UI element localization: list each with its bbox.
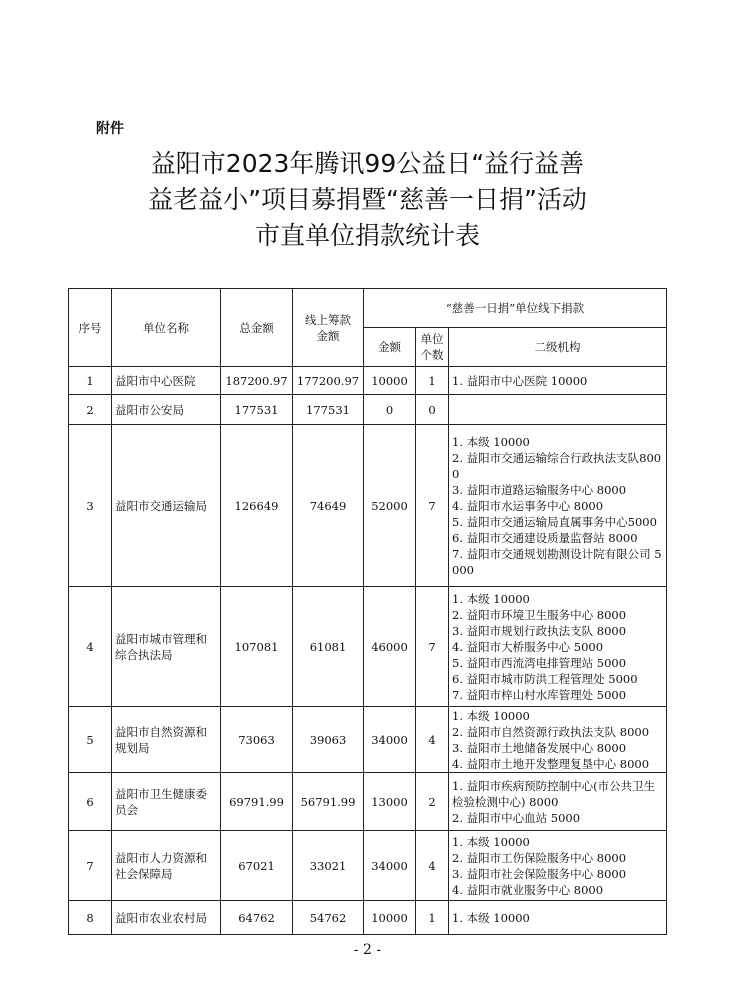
row-total: 177531: [221, 395, 293, 425]
table-row: [69, 831, 667, 901]
row-sub-orgs: [449, 901, 667, 935]
row-unit-name: 益阳市人力资源和社会保障局: [112, 831, 221, 901]
row-online: 39063: [293, 707, 364, 773]
row-offline-amount: 46000: [364, 587, 416, 707]
table-row: [69, 901, 667, 935]
attachment-label: 附件: [96, 121, 124, 137]
sub-org-item: 2. 益阳市工伤保险服务中心 8000: [452, 850, 627, 865]
sub-org-item: 1. 本级 10000: [452, 834, 530, 849]
row-seq: 3: [69, 425, 112, 587]
row-online: 74649: [293, 425, 364, 587]
sub-org-item: 4. 益阳市土地开发整理复垦中心 8000: [452, 756, 650, 771]
sub-org-item: 4. 益阳市水运事务中心 8000: [452, 498, 604, 513]
row-sub-orgs: [449, 587, 667, 707]
sub-org-item: 3. 益阳市道路运输服务中心 8000: [452, 482, 627, 497]
page-title: [0, 146, 735, 254]
header-offline-group: “慈善一日捐”单位线下捐款: [364, 289, 667, 328]
table-row: [69, 395, 667, 425]
header-amount: 金额: [364, 328, 416, 367]
row-sub-orgs: [449, 367, 667, 395]
sub-org-item: 2. 益阳市交通运输综合行政执法支队8000: [452, 450, 662, 481]
sub-org-item: 1. 本级 10000: [452, 434, 530, 449]
row-total: 69791.99: [221, 773, 293, 831]
row-seq: 1: [69, 367, 112, 395]
row-sub-orgs: [449, 831, 667, 901]
sub-org-item: 1. 本级 10000: [452, 708, 530, 723]
row-offline-amount: 13000: [364, 773, 416, 831]
header-count-line1: 单位: [420, 332, 444, 346]
title-line-1: 益阳市2023年腾讯99公益日“益行益善: [150, 149, 585, 178]
page-number: - 2 -: [353, 942, 382, 958]
row-unit-count: 1: [416, 367, 449, 395]
row-online: 33021: [293, 831, 364, 901]
row-online: 177200.97: [293, 367, 364, 395]
row-online: 54762: [293, 901, 364, 935]
row-unit-count: 4: [416, 707, 449, 773]
row-seq: 2: [69, 395, 112, 425]
row-unit-name: 益阳市城市管理和综合执法局: [112, 587, 221, 707]
sub-org-item: 7. 益阳市交通规划勘测设计院有限公司 5000: [452, 546, 662, 577]
title-line-3: 市直单位捐款统计表: [254, 221, 480, 250]
header-total: 总金额: [221, 289, 293, 367]
table-header-row: [69, 289, 667, 328]
row-unit-count: 0: [416, 395, 449, 425]
title-line-2: 益老益小”项目募捐暨“慈善一日捐”活动: [148, 185, 587, 214]
row-unit-count: 7: [416, 587, 449, 707]
row-online: 61081: [293, 587, 364, 707]
sub-org-item: 3. 益阳市社会保险服务中心 8000: [452, 866, 627, 881]
sub-org-item: 5. 益阳市交通运输局直属事务中心5000: [452, 514, 657, 529]
sub-org-item: 6. 益阳市城市防洪工程管理处 5000: [452, 671, 638, 686]
row-total: 73063: [221, 707, 293, 773]
row-unit-count: 7: [416, 425, 449, 587]
sub-org-item: 3. 益阳市规划行政执法支队 8000: [452, 623, 627, 638]
row-offline-amount: 34000: [364, 831, 416, 901]
row-total: 187200.97: [221, 367, 293, 395]
row-unit-name: 益阳市自然资源和规划局: [112, 707, 221, 773]
row-unit-count: 4: [416, 831, 449, 901]
header-count-line2: 个数: [420, 348, 444, 362]
row-total: 64762: [221, 901, 293, 935]
sub-org-item: 6. 益阳市交通建设质量监督站 8000: [452, 530, 638, 545]
table-row: [69, 367, 667, 395]
sub-org-item: 3. 益阳市土地储备发展中心 8000: [452, 740, 627, 755]
row-offline-amount: 52000: [364, 425, 416, 587]
row-seq: 8: [69, 901, 112, 935]
row-total: 107081: [221, 587, 293, 707]
row-sub-orgs: [449, 707, 667, 773]
row-unit-name: 益阳市公安局: [112, 395, 221, 425]
header-seq: 序号: [69, 289, 112, 367]
row-offline-amount: 34000: [364, 707, 416, 773]
header-online-line2: 金额: [316, 328, 340, 343]
row-unit-count: 2: [416, 773, 449, 831]
sub-org-item: 1. 益阳市疾病预防控制中心(市公共卫生检验检测中心) 8000: [452, 778, 656, 809]
header-unit: 单位名称: [112, 289, 221, 367]
header-count: [416, 328, 449, 367]
sub-org-item: 4. 益阳市大桥服务中心 5000: [452, 639, 604, 654]
row-offline-amount: 10000: [364, 901, 416, 935]
row-online: 177531: [293, 395, 364, 425]
table-row: [69, 425, 667, 587]
row-unit-name: 益阳市农业农村局: [112, 901, 221, 935]
row-offline-amount: 10000: [364, 367, 416, 395]
row-seq: 6: [69, 773, 112, 831]
header-online-line1: 线上筹款: [305, 312, 351, 327]
row-sub-orgs: [449, 395, 667, 425]
row-seq: 4: [69, 587, 112, 707]
row-sub-orgs: [449, 425, 667, 587]
sub-org-item: 2. 益阳市自然资源行政执法支队 8000: [452, 724, 650, 739]
row-total: 67021: [221, 831, 293, 901]
row-offline-amount: 0: [364, 395, 416, 425]
sub-org-item: 1. 本级 10000: [452, 591, 530, 606]
sub-org-item: 2. 益阳市环境卫生服务中心 8000: [452, 607, 627, 622]
sub-org-item: 2. 益阳市中心血站 5000: [452, 810, 581, 825]
header-sub-orgs: 二级机构: [449, 328, 667, 367]
table-row: [69, 707, 667, 773]
row-sub-orgs: [449, 773, 667, 831]
row-online: 56791.99: [293, 773, 364, 831]
sub-org-item: 4. 益阳市就业服务中心 8000: [452, 882, 604, 897]
row-unit-name: 益阳市交通运输局: [112, 425, 221, 587]
header-online: [293, 289, 364, 367]
table-row: [69, 587, 667, 707]
donation-table: [68, 288, 667, 935]
row-seq: 5: [69, 707, 112, 773]
row-seq: 7: [69, 831, 112, 901]
row-unit-name: 益阳市卫生健康委员会: [112, 773, 221, 831]
row-unit-name: 益阳市中心医院: [112, 367, 221, 395]
sub-org-item: 5. 益阳市西流湾电排管理站 5000: [452, 655, 627, 670]
sub-org-item: 1. 益阳市中心医院 10000: [452, 373, 588, 388]
row-unit-count: 1: [416, 901, 449, 935]
row-total: 126649: [221, 425, 293, 587]
sub-org-item: 1. 本级 10000: [452, 910, 530, 925]
table-row: [69, 773, 667, 831]
sub-org-item: 7. 益阳市梓山村水库管理处 5000: [452, 687, 627, 702]
